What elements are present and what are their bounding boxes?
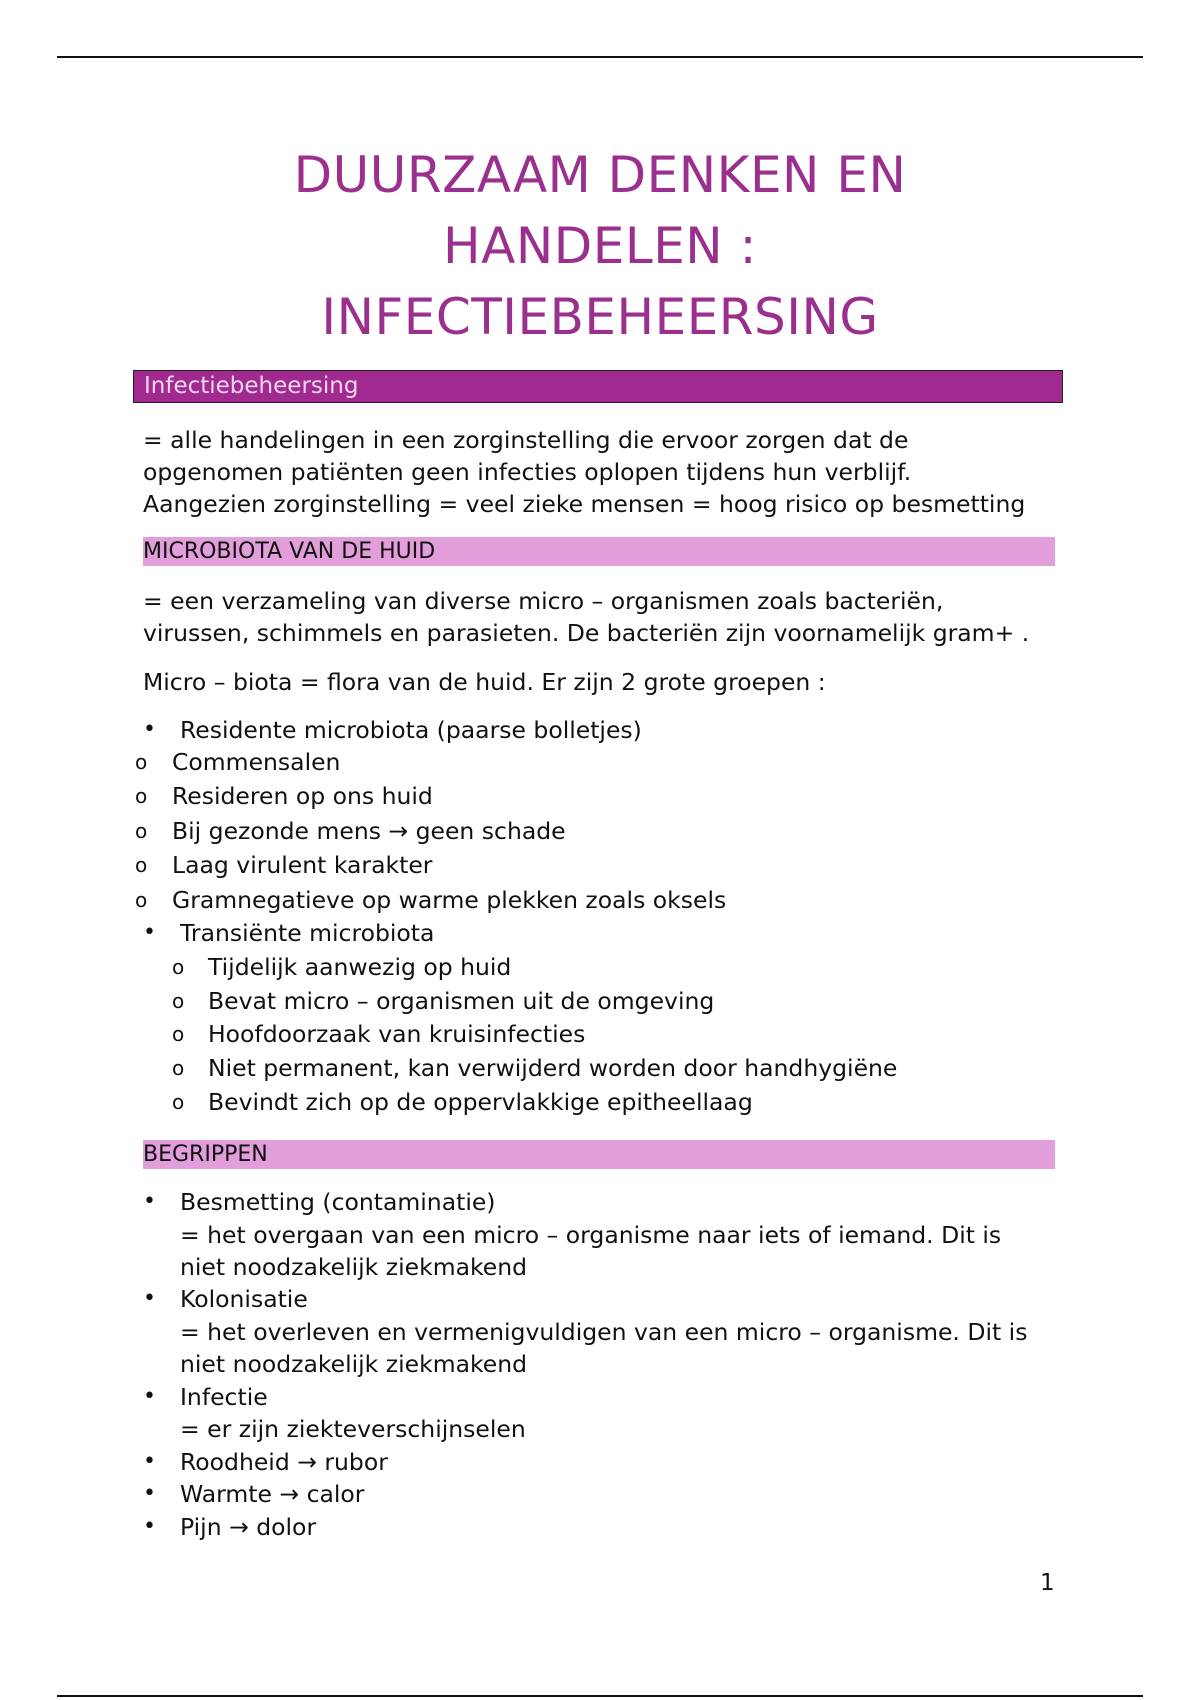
definition-line: = het overgaan van een micro – organisme naar iets of iemand. Dit is: [180, 1221, 1002, 1249]
definition-line: niet noodzakelijk ziekmakend: [180, 1253, 528, 1281]
bullet-icon: •: [143, 717, 156, 742]
list-item-label: Besmetting (contaminatie): [180, 1188, 496, 1216]
definition-line: = er zijn ziekteverschijnselen: [180, 1415, 526, 1443]
paragraph-line: = alle handelingen in een zorginstelling die ervoor zorgen dat de: [143, 426, 909, 454]
bullet-icon: •: [143, 920, 156, 945]
list-item-label: Bevindt zich op de oppervlakkige epitheellaag: [208, 1088, 753, 1116]
paragraph-line: Aangezien zorginstelling = veel zieke mensen = hoog risico op besmetting: [143, 490, 1026, 518]
list-item-label: Bevat micro – organismen uit de omgeving: [208, 987, 715, 1015]
list-item-label: Residente microbiota (paarse bolletjes): [180, 716, 642, 744]
list-item-label: Warmte → calor: [180, 1480, 365, 1508]
list-item-label: Tijdelijk aanwezig op huid: [208, 953, 512, 981]
list-item-label: Hoofdoorzaak van kruisinfecties: [208, 1020, 586, 1048]
list-item-label: Gramnegatieve op warme plekken zoals oksels: [172, 886, 727, 914]
list-item-label: Resideren op ons huid: [172, 782, 433, 810]
page-number: 1: [1040, 1570, 1055, 1596]
definition-line: = het overleven en vermenigvuldigen van een micro – organisme. Dit is: [180, 1318, 1028, 1346]
list-item-label: Roodheid → rubor: [180, 1448, 388, 1476]
circle-bullet-icon: o: [135, 888, 148, 912]
circle-bullet-icon: o: [172, 1090, 185, 1114]
bullet-icon: •: [143, 1384, 156, 1409]
section-header-microbiota: MICROBIOTA VAN DE HUID: [143, 537, 1055, 566]
bullet-icon: •: [143, 1481, 156, 1506]
title-line: INFECTIEBEHEERSING: [321, 288, 879, 346]
list-item-label: Commensalen: [172, 748, 341, 776]
paragraph-line: Micro – biota = flora van de huid. Er zijn 2 grote groepen :: [143, 668, 826, 696]
list-item-label: Bij gezonde mens → geen schade: [172, 817, 566, 845]
circle-bullet-icon: o: [172, 1056, 185, 1080]
list-item-label: Infectie: [180, 1383, 268, 1411]
bullet-icon: •: [143, 1189, 156, 1214]
list-item-label: Niet permanent, kan verwijderd worden door handhygiëne: [208, 1054, 898, 1082]
section-header-infectiebeheersing: Infectiebeheersing: [133, 370, 1063, 403]
bullet-icon: •: [143, 1514, 156, 1539]
circle-bullet-icon: o: [172, 955, 185, 979]
section-header-begrippen: BEGRIPPEN: [143, 1140, 1055, 1169]
paragraph-line: opgenomen patiënten geen infecties oplopen tijdens hun verblijf.: [143, 458, 912, 486]
list-item-label: Pijn → dolor: [180, 1513, 317, 1541]
circle-bullet-icon: o: [135, 784, 148, 808]
top-rule: [57, 56, 1143, 58]
circle-bullet-icon: o: [135, 853, 148, 877]
definition-line: niet noodzakelijk ziekmakend: [180, 1350, 528, 1378]
title-line: DUURZAAM DENKEN EN: [293, 146, 907, 204]
title-line: HANDELEN :: [443, 217, 757, 275]
circle-bullet-icon: o: [172, 1022, 185, 1046]
list-item-label: Laag virulent karakter: [172, 851, 433, 879]
bullet-icon: •: [143, 1286, 156, 1311]
circle-bullet-icon: o: [135, 819, 148, 843]
bullet-icon: •: [143, 1449, 156, 1474]
paragraph-line: = een verzameling van diverse micro – organismen zoals bacteriën,: [143, 587, 944, 615]
bottom-rule: [57, 1695, 1143, 1697]
circle-bullet-icon: o: [135, 750, 148, 774]
page-title: [130, 140, 1070, 353]
list-item-label: Transiënte microbiota: [180, 919, 435, 947]
list-item-label: Kolonisatie: [180, 1285, 308, 1313]
paragraph-line: virussen, schimmels en parasieten. De bacteriën zijn voornamelijk gram+ .: [143, 619, 1030, 647]
circle-bullet-icon: o: [172, 989, 185, 1013]
